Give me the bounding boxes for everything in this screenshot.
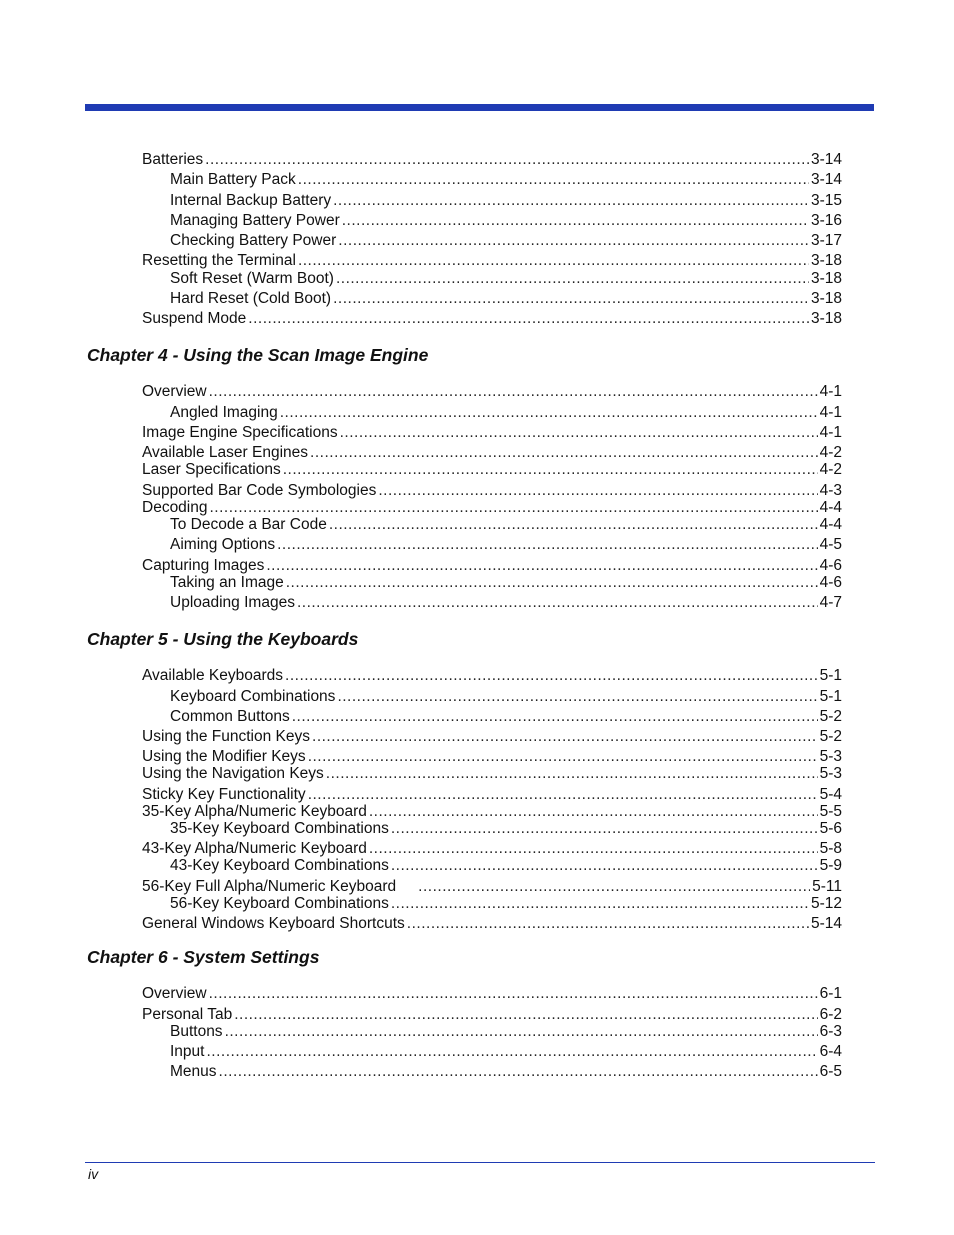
toc-entry-input[interactable]: Input ..... 6-4 <box>170 1043 842 1061</box>
toc-entry-hard-reset[interactable]: Hard Reset (Cold Boot) ..... 3-18 <box>170 290 842 308</box>
toc-entry-capturing-images[interactable]: Capturing Images ..... 4-6 <box>142 557 842 575</box>
toc-entry-buttons[interactable]: Buttons ..... 6-3 <box>170 1023 842 1041</box>
toc-entry-decoding[interactable]: Decoding ..... 4-4 <box>142 499 842 517</box>
toc-entry-navigation-keys[interactable]: Using the Navigation Keys ..... 5-3 <box>142 765 842 783</box>
toc-entry-56-key-keyboard[interactable]: 56-Key Full Alpha/Numeric Keyboard ..... 5-11 <box>142 878 842 896</box>
toc-entry-35-key-keyboard[interactable]: 35-Key Alpha/Numeric Keyboard ..... 5-5 <box>142 803 842 821</box>
toc-entry-soft-reset[interactable]: Soft Reset (Warm Boot) ..... 3-18 <box>170 270 842 288</box>
toc-entry-function-keys[interactable]: Using the Function Keys ..... 5-2 <box>142 728 842 746</box>
toc-entry-managing-battery-power[interactable]: Managing Battery Power ..... 3-16 <box>170 212 842 230</box>
footer-rule <box>85 1162 875 1163</box>
toc-entry-common-buttons[interactable]: Common Buttons ..... 5-2 <box>170 708 842 726</box>
toc-entry-keyboard-combinations[interactable]: Keyboard Combinations ..... 5-1 <box>170 688 842 706</box>
chapter-4-heading[interactable]: Chapter 4 - Using the Scan Image Engine <box>87 345 429 365</box>
toc-entry-main-battery-pack[interactable]: Main Battery Pack ..... 3-14 <box>170 171 842 189</box>
toc-entry-overview-ch4[interactable]: Overview ..... 4-1 <box>142 383 842 401</box>
toc-entry-angled-imaging[interactable]: Angled Imaging ..... 4-1 <box>170 404 842 422</box>
toc-entry-batteries[interactable]: Batteries ..... 3-14 <box>142 151 842 169</box>
toc-entry-available-keyboards[interactable]: Available Keyboards ..... 5-1 <box>142 667 842 685</box>
toc-entry-laser-specifications[interactable]: Laser Specifications ..... 4-2 <box>142 461 842 479</box>
toc-entry-35-key-combinations[interactable]: 35-Key Keyboard Combinations ..... 5-6 <box>170 820 842 838</box>
toc-entry-internal-backup-battery[interactable]: Internal Backup Battery ..... 3-15 <box>170 192 842 210</box>
toc-entry-overview-ch6[interactable]: Overview ..... 6-1 <box>142 985 842 1003</box>
chapter-6-heading[interactable]: Chapter 6 - System Settings <box>87 947 320 967</box>
toc-entry-to-decode-a-bar-code[interactable]: To Decode a Bar Code ..... 4-4 <box>170 516 842 534</box>
toc-entry-suspend-mode[interactable]: Suspend Mode ..... 3-18 <box>142 310 842 328</box>
chapter-5-heading[interactable]: Chapter 5 - Using the Keyboards <box>87 629 359 649</box>
toc-entry-taking-an-image[interactable]: Taking an Image ..... 4-6 <box>170 574 842 592</box>
toc-entry-available-laser-engines[interactable]: Available Laser Engines ..... 4-2 <box>142 444 842 462</box>
toc-entry-56-key-combinations[interactable]: 56-Key Keyboard Combinations ..... 5-12 <box>170 895 842 913</box>
toc-entry-image-engine-specifications[interactable]: Image Engine Specifications ..... 4-1 <box>142 424 842 442</box>
toc-entry-resetting-the-terminal[interactable]: Resetting the Terminal ..... 3-18 <box>142 252 842 270</box>
toc-entry-menus[interactable]: Menus ..... 6-5 <box>170 1063 842 1081</box>
toc-entry-43-key-keyboard[interactable]: 43-Key Alpha/Numeric Keyboard ..... 5-8 <box>142 840 842 858</box>
toc-entry-checking-battery-power[interactable]: Checking Battery Power ..... 3-17 <box>170 232 842 250</box>
toc-entry-supported-bar-code-symbologies[interactable]: Supported Bar Code Symbologies ..... 4-3 <box>142 482 842 500</box>
toc-entry-aiming-options[interactable]: Aiming Options ..... 4-5 <box>170 536 842 554</box>
toc-entry-43-key-combinations[interactable]: 43-Key Keyboard Combinations ..... 5-9 <box>170 857 842 875</box>
toc-entry-windows-keyboard-shortcuts[interactable]: General Windows Keyboard Shortcuts ..... 5-14 <box>142 915 842 933</box>
page-number: iv <box>88 1166 99 1182</box>
toc-entry-sticky-key-functionality[interactable]: Sticky Key Functionality ..... 5-4 <box>142 786 842 804</box>
toc-entry-modifier-keys[interactable]: Using the Modifier Keys ..... 5-3 <box>142 748 842 766</box>
toc-entry-personal-tab[interactable]: Personal Tab ..... 6-2 <box>142 1006 842 1024</box>
toc-entry-uploading-images[interactable]: Uploading Images ..... 4-7 <box>170 594 842 612</box>
